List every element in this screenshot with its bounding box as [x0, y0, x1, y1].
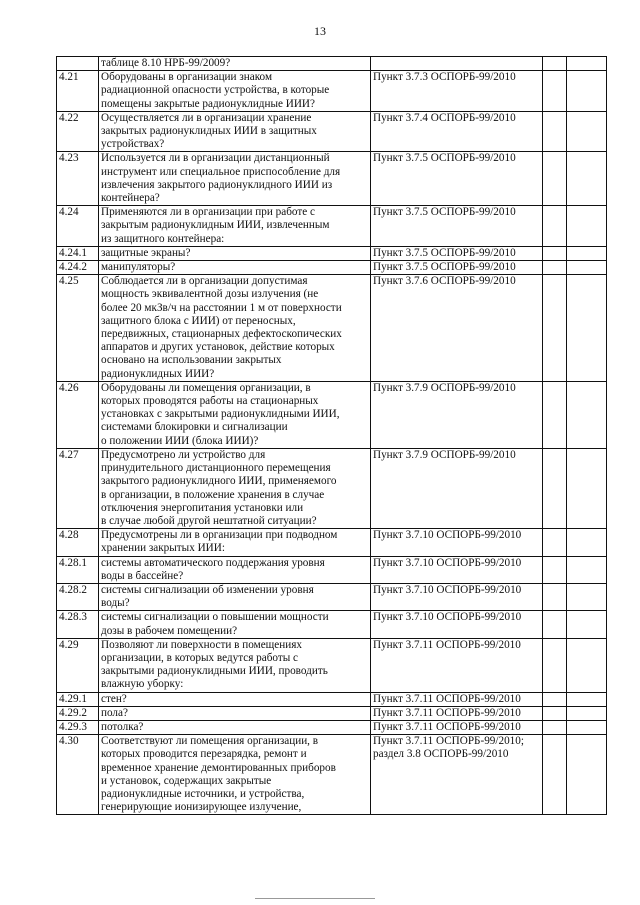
- reference-cell: Пункт 3.7.3 ОСПОРБ-99/2010: [371, 71, 543, 112]
- note-cell: [567, 735, 607, 815]
- reference-cell: Пункт 3.7.11 ОСПОРБ-99/2010: [371, 692, 543, 706]
- question-cell: системы сигнализации об изменении уровня воды?: [99, 583, 371, 610]
- reference-cell: Пункт 3.7.11 ОСПОРБ-99/2010; раздел 3.8 ОСПОРБ-99/2010: [371, 735, 543, 815]
- table-row: [57, 735, 607, 815]
- note-cell: [567, 556, 607, 583]
- answer-cell: [543, 692, 567, 706]
- table-row: [57, 692, 607, 706]
- answer-cell: [543, 71, 567, 112]
- note-cell: [567, 246, 607, 260]
- answer-cell: [543, 583, 567, 610]
- table-row: [57, 275, 607, 382]
- table-row: [57, 111, 607, 152]
- answer-cell: [543, 638, 567, 692]
- note-cell: [567, 57, 607, 71]
- note-cell: [567, 111, 607, 152]
- question-cell: Оборудованы ли помещения организации, в которых проводятся работы на стационарных установках с закрытыми радионуклидными ИИИ, системами блокировки и сигнализации о положении ИИИ (блока ИИИ)?: [99, 381, 371, 448]
- reference-cell: Пункт 3.7.5 ОСПОРБ-99/2010: [371, 246, 543, 260]
- item-number-cell: 4.24: [57, 206, 99, 247]
- note-cell: [567, 152, 607, 206]
- item-number-cell: 4.28: [57, 529, 99, 556]
- reference-cell: Пункт 3.7.6 ОСПОРБ-99/2010: [371, 275, 543, 382]
- item-number-cell: 4.28.2: [57, 583, 99, 610]
- answer-cell: [543, 735, 567, 815]
- reference-cell: Пункт 3.7.5 ОСПОРБ-99/2010: [371, 152, 543, 206]
- table-row: [57, 206, 607, 247]
- question-cell: Применяются ли в организации при работе с закрытым радионуклидным ИИИ, извлеченным из защитного контейнера:: [99, 206, 371, 247]
- answer-cell: [543, 206, 567, 247]
- table-row: [57, 583, 607, 610]
- question-cell: Предусмотрено ли устройство для принудительного дистанционного перемещения закрытого радионуклидного ИИИ, применяемого в организации, в положение хранения в случае отключения энергопитания установки или в случае любой другой нештатной ситуации?: [99, 448, 371, 528]
- question-cell: таблице 8.10 НРБ-99/2009?: [99, 57, 371, 71]
- table-row: [57, 71, 607, 112]
- item-number-cell: 4.24.2: [57, 261, 99, 275]
- item-number-cell: 4.29.3: [57, 720, 99, 734]
- note-cell: [567, 381, 607, 448]
- reference-cell: Пункт 3.7.5 ОСПОРБ-99/2010: [371, 261, 543, 275]
- checklist-body: [57, 57, 607, 815]
- checklist-table: [56, 56, 607, 815]
- table-row: [57, 556, 607, 583]
- item-number-cell: 4.29.1: [57, 692, 99, 706]
- item-number-cell: 4.30: [57, 735, 99, 815]
- question-cell: Осуществляется ли в организации хранение закрытых радионуклидных ИИИ в защитных устройствах?: [99, 111, 371, 152]
- note-cell: [567, 275, 607, 382]
- answer-cell: [543, 706, 567, 720]
- reference-cell: Пункт 3.7.4 ОСПОРБ-99/2010: [371, 111, 543, 152]
- reference-cell: Пункт 3.7.10 ОСПОРБ-99/2010: [371, 529, 543, 556]
- question-cell: Предусмотрены ли в организации при подводном хранении закрытых ИИИ:: [99, 529, 371, 556]
- question-cell: Оборудованы в организации знаком радиационной опасности устройства, в которые помещены закрытые радионуклидные ИИИ?: [99, 71, 371, 112]
- answer-cell: [543, 448, 567, 528]
- answer-cell: [543, 381, 567, 448]
- item-number-cell: 4.29: [57, 638, 99, 692]
- table-row: [57, 57, 607, 71]
- question-cell: Позволяют ли поверхности в помещениях организации, в которых ведутся работы с закрытыми радионуклидными ИИИ, проводить влажную уборку:: [99, 638, 371, 692]
- scan-edge-mark: [255, 898, 375, 899]
- note-cell: [567, 448, 607, 528]
- table-row: [57, 611, 607, 638]
- question-cell: системы сигнализации о повышении мощности дозы в рабочем помещении?: [99, 611, 371, 638]
- note-cell: [567, 692, 607, 706]
- reference-cell: Пункт 3.7.11 ОСПОРБ-99/2010: [371, 720, 543, 734]
- reference-cell: Пункт 3.7.9 ОСПОРБ-99/2010: [371, 381, 543, 448]
- note-cell: [567, 706, 607, 720]
- answer-cell: [543, 246, 567, 260]
- note-cell: [567, 529, 607, 556]
- note-cell: [567, 583, 607, 610]
- question-cell: Соответствуют ли помещения организации, в которых проводится перезарядка, ремонт и временное хранение демонтированных приборов и установок, содержащих закрытые радионуклидные источники, и устройства, генерирующие ионизирующее излучение,: [99, 735, 371, 815]
- note-cell: [567, 71, 607, 112]
- table-row: [57, 152, 607, 206]
- table-row: [57, 720, 607, 734]
- item-number-cell: 4.21: [57, 71, 99, 112]
- table-row: [57, 638, 607, 692]
- answer-cell: [543, 57, 567, 71]
- table-row: [57, 381, 607, 448]
- answer-cell: [543, 152, 567, 206]
- table-row: [57, 706, 607, 720]
- table-row: [57, 246, 607, 260]
- reference-cell: Пункт 3.7.10 ОСПОРБ-99/2010: [371, 611, 543, 638]
- item-number-cell: [57, 57, 99, 71]
- answer-cell: [543, 261, 567, 275]
- item-number-cell: 4.26: [57, 381, 99, 448]
- table-row: [57, 261, 607, 275]
- question-cell: защитные экраны?: [99, 246, 371, 260]
- answer-cell: [543, 111, 567, 152]
- reference-cell: Пункт 3.7.5 ОСПОРБ-99/2010: [371, 206, 543, 247]
- reference-cell: Пункт 3.7.10 ОСПОРБ-99/2010: [371, 583, 543, 610]
- question-cell: пола?: [99, 706, 371, 720]
- answer-cell: [543, 611, 567, 638]
- question-cell: Используется ли в организации дистанционный инструмент или специальное приспособление для извлечения закрытого радионуклидного ИИИ из контейнера?: [99, 152, 371, 206]
- answer-cell: [543, 275, 567, 382]
- item-number-cell: 4.22: [57, 111, 99, 152]
- question-cell: Соблюдается ли в организации допустимая мощность эквивалентной дозы излучения (не более 20 мкЗв/ч на расстоянии 1 м от поверхности защитного блока с ИИИ) от переносных, передвижных, стационарных дефектоскопических аппаратов и других установок, действие которых основано на использовании закрытых радионуклидных ИИИ?: [99, 275, 371, 382]
- item-number-cell: 4.29.2: [57, 706, 99, 720]
- answer-cell: [543, 720, 567, 734]
- question-cell: системы автоматического поддержания уровня воды в бассейне?: [99, 556, 371, 583]
- question-cell: манипуляторы?: [99, 261, 371, 275]
- note-cell: [567, 261, 607, 275]
- answer-cell: [543, 556, 567, 583]
- question-cell: потолка?: [99, 720, 371, 734]
- table-row: [57, 448, 607, 528]
- answer-cell: [543, 529, 567, 556]
- page-number: 13: [314, 24, 326, 38]
- question-cell: стен?: [99, 692, 371, 706]
- reference-cell: [371, 57, 543, 71]
- reference-cell: Пункт 3.7.10 ОСПОРБ-99/2010: [371, 556, 543, 583]
- reference-cell: Пункт 3.7.11 ОСПОРБ-99/2010: [371, 706, 543, 720]
- item-number-cell: 4.23: [57, 152, 99, 206]
- item-number-cell: 4.25: [57, 275, 99, 382]
- item-number-cell: 4.28.1: [57, 556, 99, 583]
- note-cell: [567, 206, 607, 247]
- note-cell: [567, 611, 607, 638]
- note-cell: [567, 720, 607, 734]
- note-cell: [567, 638, 607, 692]
- table-row: [57, 529, 607, 556]
- reference-cell: Пункт 3.7.11 ОСПОРБ-99/2010: [371, 638, 543, 692]
- item-number-cell: 4.27: [57, 448, 99, 528]
- reference-cell: Пункт 3.7.9 ОСПОРБ-99/2010: [371, 448, 543, 528]
- item-number-cell: 4.24.1: [57, 246, 99, 260]
- item-number-cell: 4.28.3: [57, 611, 99, 638]
